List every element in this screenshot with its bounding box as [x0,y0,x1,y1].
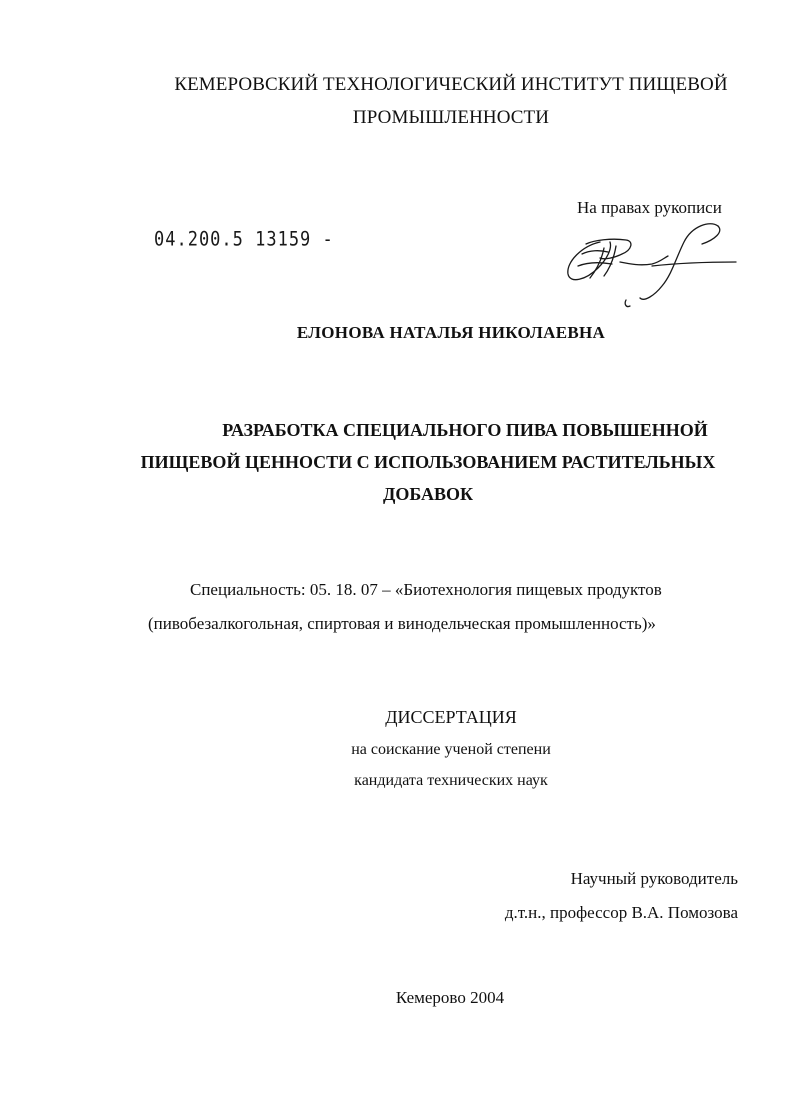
supervisor-name: д.т.н., профессор В.А. Помозова [504,903,738,922]
supervisor-role: Научный руководитель [570,869,738,888]
author-name: ЕЛОНОВА НАТАЛЬЯ НИКОЛАЕВНА [296,323,606,342]
signature-stroke-8 [652,262,736,266]
signature-stroke-5 [620,256,668,265]
document-type-line-2: на соискание ученой степени [351,741,551,758]
signature-stroke-2 [586,239,631,259]
title-line-1: РАЗРАБОТКА СПЕЦИАЛЬНОГО ПИВА ПОВЫШЕННОЙ [222,420,708,440]
title-line-2: ПИЩЕВОЙ ЦЕННОСТИ С ИСПОЛЬЗОВАНИЕМ РАСТИТЕЛЬНЫХ [140,452,716,472]
specialty-line-1: Специальность: 05. 18. 07 – «Биотехнология пищевых продуктов [190,580,662,599]
dissertation-title [118,414,738,510]
signature-stroke-7 [702,226,720,244]
specialty-text [148,573,748,641]
supervisor-block [505,862,738,930]
title-line-3: ДОБАВОК [382,484,474,504]
institute-name [0,68,792,134]
document-type-line-3: кандидата технических наук [354,772,548,789]
registration-stamp: 04.200.5 13159 - [154,228,334,251]
signature-stroke-6 [640,224,718,300]
rights-note: На правах рукописи [577,198,722,217]
specialty-line-2: (пивобезалкогольная, спиртовая и винодельческая промышленность)» [148,614,656,633]
document-type-heading: ДИССЕРТАЦИЯ [385,707,517,727]
signature-stroke-9 [625,300,630,307]
signature-image [560,214,750,314]
institute-line-1: КЕМЕРОВСКИЙ ТЕХНОЛОГИЧЕСКИЙ ИНСТИТУТ ПИЩЕВОЙ [174,74,728,95]
document-type [0,700,792,796]
city-year: Кемерово 2004 [395,988,505,1007]
institute-line-2: ПРОМЫШЛЕННОСТИ [352,107,550,128]
